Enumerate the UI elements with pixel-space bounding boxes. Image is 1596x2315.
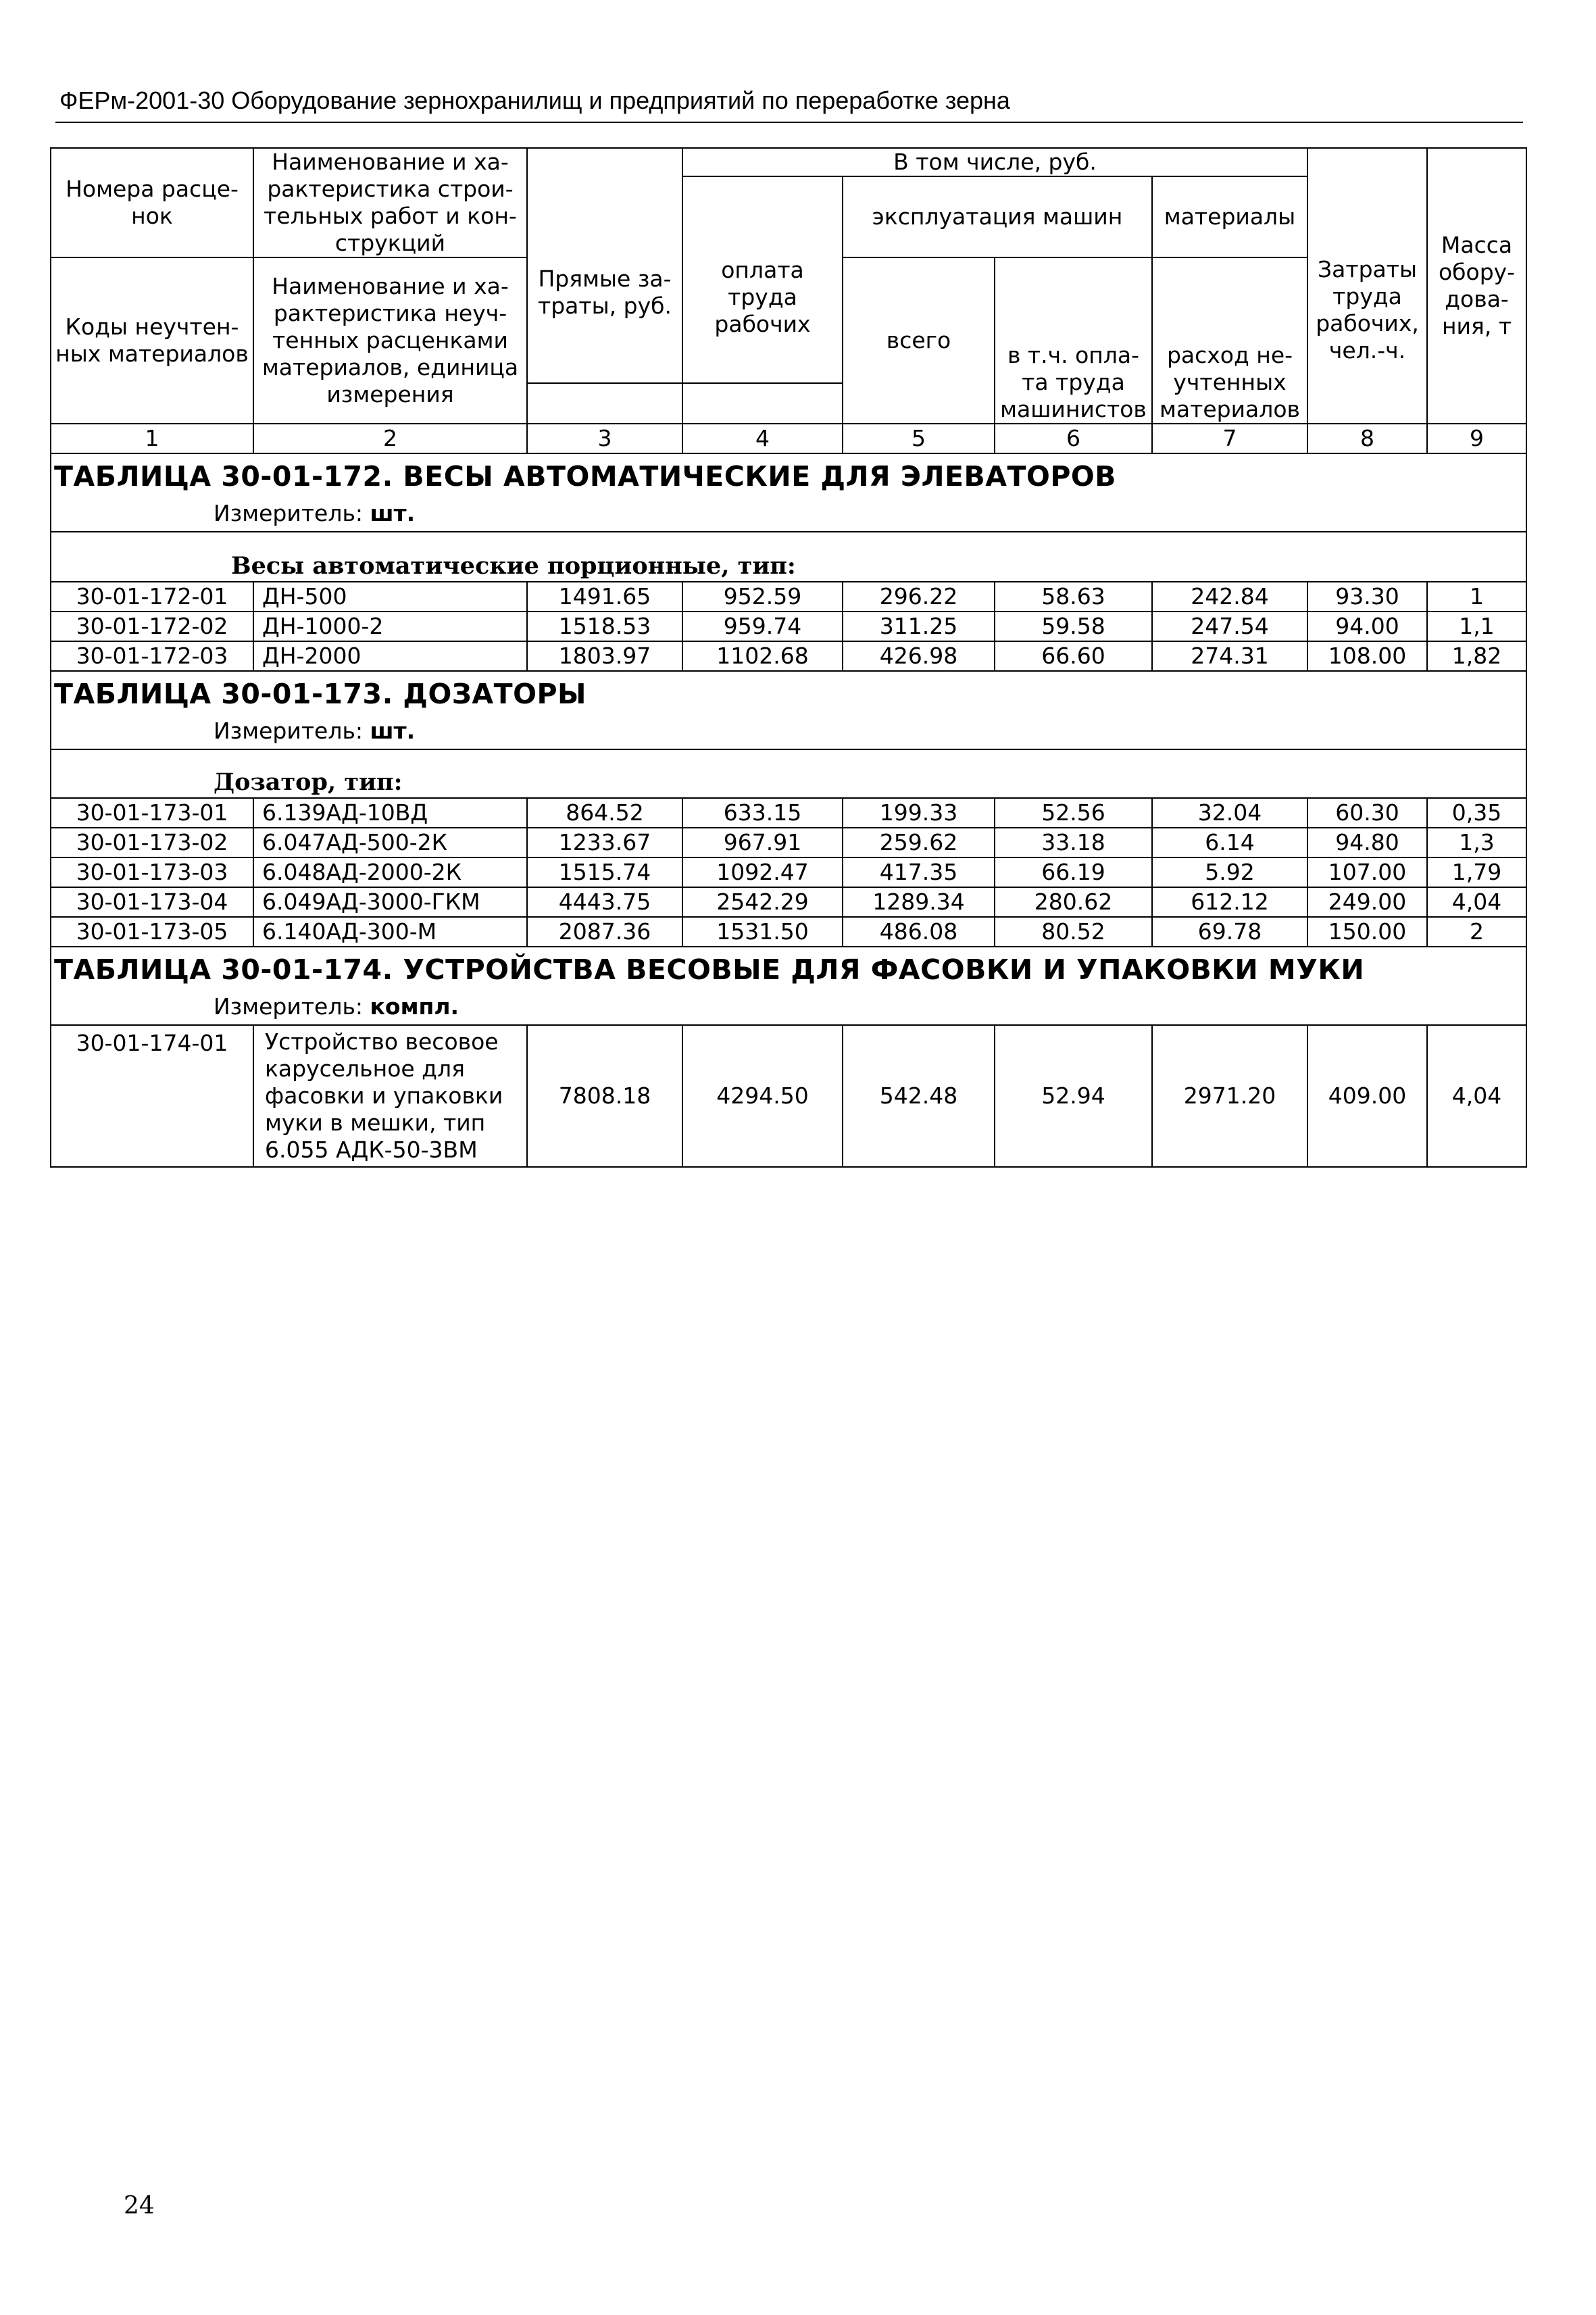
header-machine-operation: эксплуатация машин — [843, 176, 1152, 257]
table-row — [51, 582, 1526, 612]
labor-hours: 108.00 — [1307, 641, 1427, 671]
unit-line — [51, 497, 1526, 532]
rate-code: 30-01-173-02 — [51, 828, 253, 857]
table-title: ТАБЛИЦА 30-01-172. ВЕСЫ АВТОМАТИЧЕСКИЕ ДЛЯ ЭЛЕВАТОРОВ — [51, 453, 1526, 497]
col-number: 5 — [843, 424, 995, 453]
machinist-pay: 58.63 — [995, 582, 1152, 612]
equipment-mass: 1,79 — [1427, 857, 1526, 887]
col-number: 1 — [51, 424, 253, 453]
rate-code: 30-01-173-04 — [51, 887, 253, 917]
item-name: 6.047АД-500-2К — [253, 828, 527, 857]
table-title: ТАБЛИЦА 30-01-174. УСТРОЙСТВА ВЕСОВЫЕ ДЛЯ ФАСОВКИ И УПАКОВКИ МУКИ — [51, 947, 1526, 991]
equipment-mass: 1,3 — [1427, 828, 1526, 857]
unit-label: Измеритель: — [214, 500, 370, 526]
group-heading: Дозатор, тип: — [51, 749, 1526, 798]
machinist-pay: 52.56 — [995, 798, 1152, 828]
header-including: В том числе, руб. — [682, 148, 1307, 176]
rates-table-wrapper — [50, 147, 1526, 1168]
item-name: 6.048АД-2000-2К — [253, 857, 527, 887]
labor-pay: 2542.29 — [682, 887, 843, 917]
unit-value: шт. — [370, 500, 416, 526]
direct-costs: 1491.65 — [527, 582, 682, 612]
rates-table — [50, 147, 1527, 1168]
page-number: 24 — [124, 2192, 155, 2220]
header-blank — [1307, 148, 1427, 176]
direct-costs: 2087.36 — [527, 917, 682, 947]
labor-pay: 1102.68 — [682, 641, 843, 671]
materials: 247.54 — [1152, 612, 1307, 641]
labor-hours: 249.00 — [1307, 887, 1427, 917]
labor-hours: 107.00 — [1307, 857, 1427, 887]
unit-label: Измеритель: — [214, 718, 370, 744]
group-heading: Весы автоматические порционные, тип: — [51, 532, 1526, 582]
equipment-mass: 1,82 — [1427, 641, 1526, 671]
table-row — [51, 828, 1526, 857]
materials: 612.12 — [1152, 887, 1307, 917]
rate-code: 30-01-174-01 — [51, 1025, 253, 1167]
unit-line — [51, 991, 1526, 1025]
column-numbers-row — [51, 424, 1526, 453]
item-name: Устройство весовое карусельное для фасовки и упаковки муки в мешки, тип 6.055 АДК-50-3ВМ — [253, 1025, 527, 1167]
rate-code: 30-01-172-01 — [51, 582, 253, 612]
header-direct-costs: Прямые за-траты, руб. — [527, 148, 682, 383]
labor-pay: 967.91 — [682, 828, 843, 857]
materials: 6.14 — [1152, 828, 1307, 857]
header-unaccounted-materials: расход не-учтенных материалов — [1152, 257, 1307, 424]
table-row — [51, 612, 1526, 641]
machines-total: 311.25 — [843, 612, 995, 641]
labor-pay: 952.59 — [682, 582, 843, 612]
header-material-name: Наименование и ха-рактеристика неуч-тенных расценками материалов, единица измерения — [253, 257, 527, 424]
direct-costs: 7808.18 — [527, 1025, 682, 1167]
labor-hours: 409.00 — [1307, 1025, 1427, 1167]
table-row — [51, 887, 1526, 917]
item-name: 6.049АД-3000-ГКМ — [253, 887, 527, 917]
col-number: 4 — [682, 424, 843, 453]
unit-value: компл. — [370, 993, 459, 1020]
direct-costs: 864.52 — [527, 798, 682, 828]
equipment-mass: 1 — [1427, 582, 1526, 612]
col-number: 8 — [1307, 424, 1427, 453]
item-name: ДН-500 — [253, 582, 527, 612]
machines-total: 542.48 — [843, 1025, 995, 1167]
labor-pay: 959.74 — [682, 612, 843, 641]
rate-code: 30-01-172-02 — [51, 612, 253, 641]
labor-hours: 94.00 — [1307, 612, 1427, 641]
machinist-pay: 52.94 — [995, 1025, 1152, 1167]
header-machinist-pay: в т.ч. опла-та труда машинистов — [995, 257, 1152, 424]
machines-total: 199.33 — [843, 798, 995, 828]
col-number: 7 — [1152, 424, 1307, 453]
header-machines-total: всего — [843, 257, 995, 424]
direct-costs: 1233.67 — [527, 828, 682, 857]
rate-code: 30-01-172-03 — [51, 641, 253, 671]
labor-pay: 1092.47 — [682, 857, 843, 887]
equipment-mass: 1,1 — [1427, 612, 1526, 641]
header-material-codes: Коды неучтен-ных материалов — [51, 257, 253, 424]
machines-total: 259.62 — [843, 828, 995, 857]
table-title: ТАБЛИЦА 30-01-173. ДОЗАТОРЫ — [51, 671, 1526, 715]
materials: 242.84 — [1152, 582, 1307, 612]
rate-code: 30-01-173-03 — [51, 857, 253, 887]
table-row — [51, 857, 1526, 887]
machinist-pay: 59.58 — [995, 612, 1152, 641]
machines-total: 296.22 — [843, 582, 995, 612]
materials: 32.04 — [1152, 798, 1307, 828]
table-row — [51, 641, 1526, 671]
equipment-mass: 4,04 — [1427, 1025, 1526, 1167]
materials: 69.78 — [1152, 917, 1307, 947]
item-name: 6.140АД-300-М — [253, 917, 527, 947]
table-row — [51, 917, 1526, 947]
header-filler — [527, 383, 682, 424]
direct-costs: 1518.53 — [527, 612, 682, 641]
direct-costs: 4443.75 — [527, 887, 682, 917]
equipment-mass: 4,04 — [1427, 887, 1526, 917]
col-number: 9 — [1427, 424, 1526, 453]
labor-hours: 60.30 — [1307, 798, 1427, 828]
header-rule — [55, 122, 1523, 123]
machines-total: 1289.34 — [843, 887, 995, 917]
unit-label: Измеритель: — [214, 993, 370, 1020]
equipment-mass: 2 — [1427, 917, 1526, 947]
header-labor-pay: оплата труда рабочих — [682, 176, 843, 383]
unit-value: шт. — [370, 718, 416, 744]
machinist-pay: 33.18 — [995, 828, 1152, 857]
header-materials: материалы — [1152, 176, 1307, 257]
header-equipment-mass: Масса обору-дова-ния, т — [1427, 148, 1526, 424]
rate-code: 30-01-173-01 — [51, 798, 253, 828]
machinist-pay: 280.62 — [995, 887, 1152, 917]
machinist-pay: 66.19 — [995, 857, 1152, 887]
direct-costs: 1515.74 — [527, 857, 682, 887]
machines-total: 417.35 — [843, 857, 995, 887]
table-row — [51, 798, 1526, 828]
rate-code: 30-01-173-05 — [51, 917, 253, 947]
labor-hours: 93.30 — [1307, 582, 1427, 612]
machines-total: 486.08 — [843, 917, 995, 947]
header-work-name: Наименование и ха-рактеристика строи-тельных работ и кон-струкций — [253, 148, 527, 257]
labor-hours: 150.00 — [1307, 917, 1427, 947]
labor-hours: 94.80 — [1307, 828, 1427, 857]
item-name: ДН-1000-2 — [253, 612, 527, 641]
labor-pay: 4294.50 — [682, 1025, 843, 1167]
direct-costs: 1803.97 — [527, 641, 682, 671]
col-number: 6 — [995, 424, 1152, 453]
unit-line — [51, 715, 1526, 749]
materials: 274.31 — [1152, 641, 1307, 671]
item-name: ДН-2000 — [253, 641, 527, 671]
item-name: 6.139АД-10ВД — [253, 798, 527, 828]
materials: 2971.20 — [1152, 1025, 1307, 1167]
col-number: 3 — [527, 424, 682, 453]
machinist-pay: 66.60 — [995, 641, 1152, 671]
running-header: ФЕРм-2001-30 Оборудование зернохранилищ и предприятий по переработке зерна — [59, 86, 1010, 114]
header-labor-costs: Затраты труда рабочих, чел.-ч. — [1307, 176, 1427, 424]
header-rate-numbers: Номера расце-нок — [51, 148, 253, 257]
col-number: 2 — [253, 424, 527, 453]
materials: 5.92 — [1152, 857, 1307, 887]
machines-total: 426.98 — [843, 641, 995, 671]
table-row — [51, 1025, 1526, 1167]
equipment-mass: 0,35 — [1427, 798, 1526, 828]
machinist-pay: 80.52 — [995, 917, 1152, 947]
labor-pay: 633.15 — [682, 798, 843, 828]
labor-pay: 1531.50 — [682, 917, 843, 947]
